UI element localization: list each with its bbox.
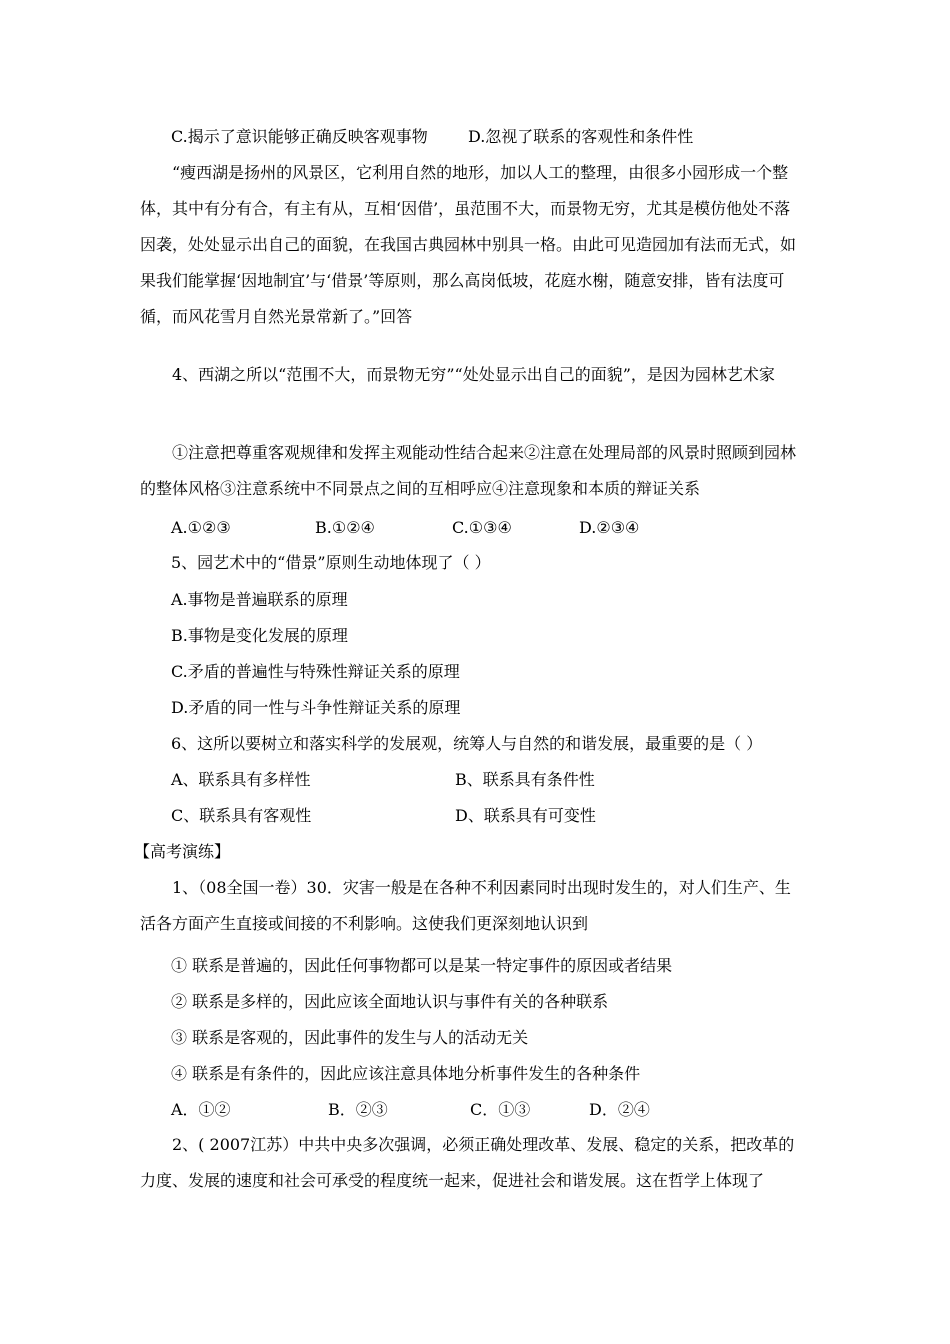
q6-option-b: B、联系具有条件性	[455, 770, 595, 789]
q6-option-d: D、联系具有可变性	[455, 806, 596, 825]
g1-option-a: A．①②	[171, 1100, 231, 1119]
q5-option-d: D.矛盾的同一性与斗争性辩证关系的原理	[171, 698, 461, 717]
q4-option-a: A.①②③	[171, 518, 231, 537]
q3-option-d: D.忽视了联系的客观性和条件性	[467, 127, 694, 146]
g1-option-d: D．②④	[589, 1100, 650, 1119]
g1-item-3: ③ 联系是客观的，因此事件的发生与人的活动无关	[171, 1028, 529, 1047]
g1-item-2: ② 联系是多样的，因此应该全面地认识与事件有关的各种联系	[171, 992, 609, 1011]
q5-stem: 5、园艺术中的“借景”原则生动地体现了（ ）	[171, 553, 491, 572]
passage-paragraph: “瘦西湖是扬州的风景区，它利用自然的地形，加以人工的整理，由很多小园形成一个整体，其中有分有合，有主有从，互相‘因借’，虽范围不大，而景物无穷，尤其是模仿他处不落因袭，处处显示出自己的面貌，在我国古典园林中别具一格。由此可见造园加有法而无式，如果我们能掌握‘因地制宜’与‘借景’等原则，那么高岗低坡，花庭水榭，随意安排，皆有法度可循，而风花雪月自然光景常新了。”回答	[140, 163, 797, 326]
g1-options-row	[171, 1100, 771, 1120]
q3-options-line	[171, 127, 693, 147]
q3-option-c: C.揭示了意识能够正确反映客观事物	[171, 127, 428, 146]
q6-stem: 6、这所以要树立和落实科学的发展观，统筹人与自然的和谐发展，最重要的是（ ）	[171, 734, 763, 753]
q6-option-a: A、联系具有多样性	[171, 770, 311, 789]
q6-option-c: C、联系具有客观性	[171, 806, 312, 825]
q4-option-d: D.②③④	[579, 518, 640, 537]
q6-options-row-2	[171, 806, 771, 826]
q4-options-row	[171, 518, 771, 538]
g1-item-1: ① 联系是普遍的，因此任何事物都可以是某一特定事件的原因或者结果	[171, 956, 673, 975]
q5-option-b: B.事物是变化发展的原理	[171, 626, 348, 645]
g2-stem: 2、( 2007江苏）中共中央多次强调，必须正确处理改革、发展、稳定的关系，把改革的力度、发展的速度和社会可承受的程度统一起来，促进社会和谐发展。这在哲学上体现了	[140, 1135, 795, 1190]
q5-option-a: A.事物是普遍联系的原理	[171, 590, 348, 609]
section-title: 【高考演练】	[134, 842, 231, 861]
q5-option-c: C.矛盾的普遍性与特殊性辩证关系的原理	[171, 662, 460, 681]
g1-option-c: C．①③	[470, 1100, 531, 1119]
q4-stem: 4、西湖之所以“范围不大，而景物无穷”“处处显示出自己的面貌”，是因为园林艺术家	[172, 365, 775, 384]
q4-option-c: C.①③④	[452, 518, 512, 537]
g1-stem: 1、（08全国一卷）30．灾害一般是在各种不利因素同时出现时发生的，对人们生产、生活各方面产生直接或间接的不利影响。这使我们更深刻地认识到	[140, 878, 791, 933]
q4-option-b: B.①②④	[315, 518, 375, 537]
g1-item-4: ④ 联系是有条件的，因此应该注意具体地分析事件发生的各种条件	[171, 1064, 641, 1083]
g1-option-b: B．②③	[328, 1100, 388, 1119]
q6-options-row-1	[171, 770, 771, 790]
q4-items: ①注意把尊重客观规律和发挥主观能动性结合起来②注意在处理局部的风景时照顾到园林的整体风格③注意系统中不同景点之间的互相呼应④注意现象和本质的辩证关系	[140, 443, 797, 498]
